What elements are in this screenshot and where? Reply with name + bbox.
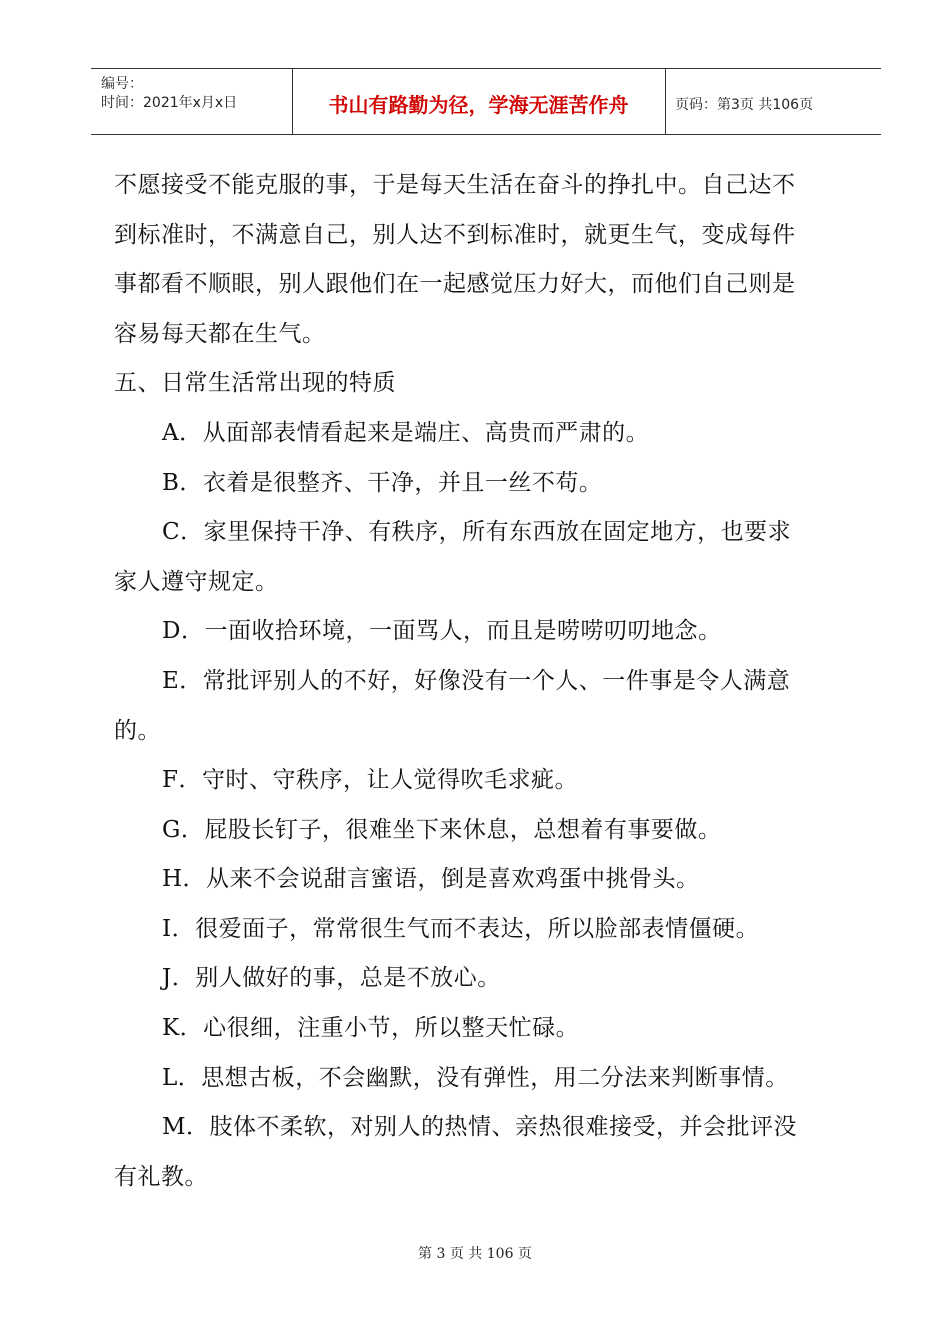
list-item-continuation: 家人遵守规定。 [114,569,279,595]
list-item: K．心很细，注重小节，所以整天忙碌。 [162,1015,580,1041]
section-heading: 五、日常生活常出现的特质 [114,370,396,396]
list-item: A．从面部表情看起来是端庄、高贵而严肃的。 [162,420,650,446]
header-page-info: 页码：第3页 共106页 [675,97,814,113]
list-item: H．从来不会说甜言蜜语，倒是喜欢鸡蛋中挑骨头。 [162,866,700,892]
list-item: I．很爱面子，常常很生气而不表达，所以脸部表情僵硬。 [162,916,760,942]
paragraph-line: 事都看不顺眼，别人跟他们在一起感觉压力好大，而他们自己则是 [114,271,796,297]
list-item-continuation: 有礼教。 [114,1164,208,1190]
list-item: J．别人做好的事，总是不放心。 [162,965,501,991]
list-item: C．家里保持干净、有秩序，所有东西放在固定地方，也要求 [162,519,792,545]
list-item: M．肢体不柔软，对别人的热情、亲热很难接受，并会批评没 [162,1114,798,1140]
list-item: F．守时、守秩序，让人觉得吹毛求疵。 [162,767,578,793]
paragraph-line: 到标准时，不满意自己，别人达不到标准时，就更生气，变成每件 [114,222,796,248]
list-item-continuation: 的。 [114,718,161,744]
header-motto: 书山有路勤为径，学海无涯苦作舟 [328,93,629,117]
paragraph-line: 不愿接受不能克服的事，于是每天生活在奋斗的挣扎中。自己达不 [114,172,796,198]
list-item: L．思想古板，不会幽默，没有弹性，用二分法来判断事情。 [162,1065,789,1091]
list-item: G．屁股长钉子，很难坐下来休息，总想着有事要做。 [162,817,722,843]
header-divider [665,69,666,134]
list-item: E．常批评别人的不好，好像没有一个人、一件事是令人满意 [162,668,791,694]
list-item: D．一面收拾环境，一面骂人，而且是唠唠叨叨地念。 [162,618,722,644]
document-number-label: 编号： [101,76,143,92]
paragraph-line: 容易每天都在生气。 [114,321,326,347]
page-footer: 第 3 页 共 106 页 [418,1246,532,1262]
list-item: B．衣着是很整齐、干净，并且一丝不苟。 [162,470,603,496]
document-time-label: 时间：2021年x月x日 [101,95,238,111]
document-header [91,68,881,135]
